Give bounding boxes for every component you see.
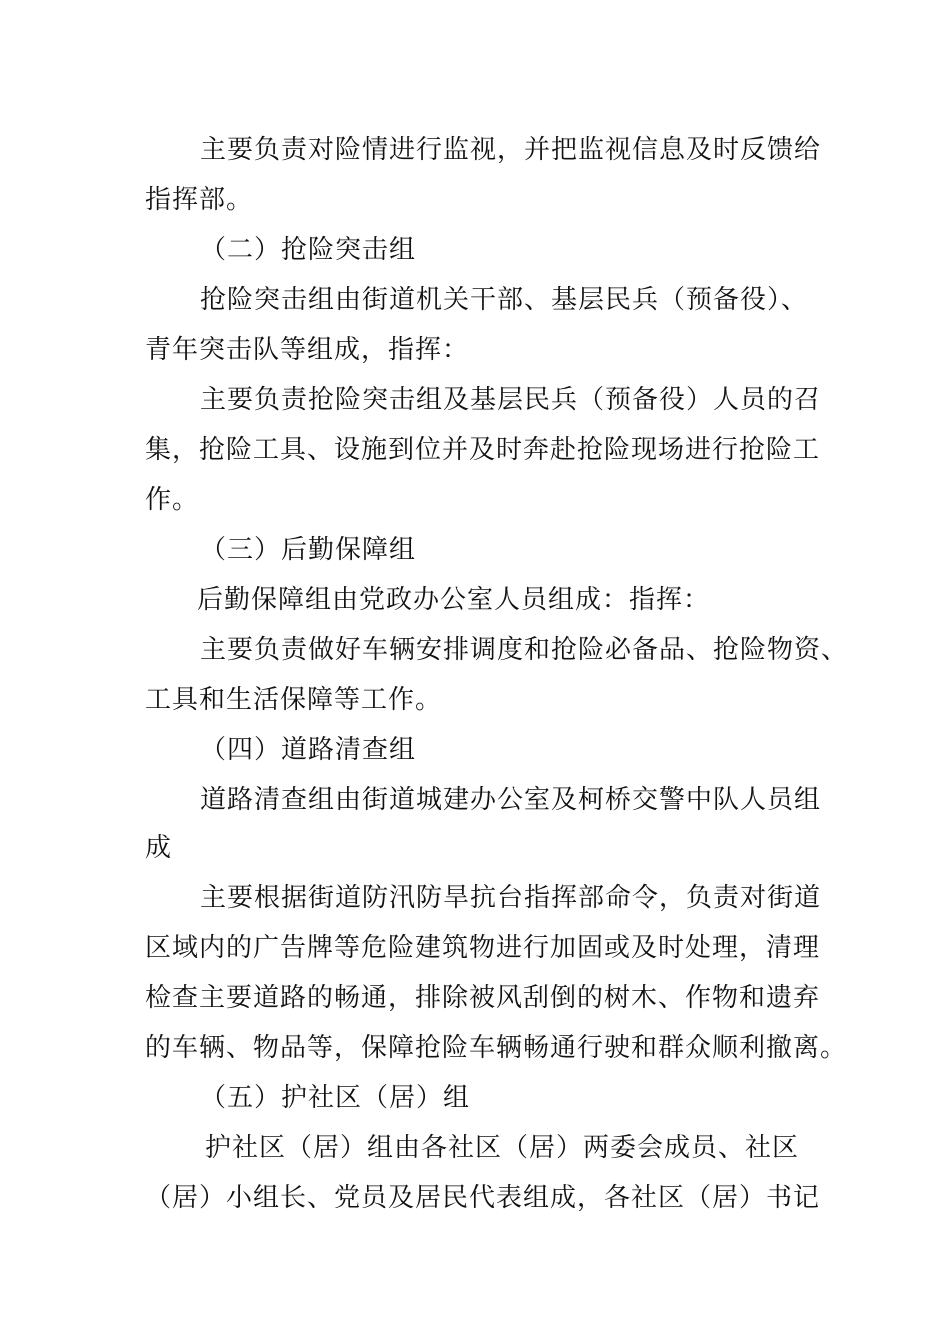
paragraph-line: 抢险突击组由街道机关干部、基层民兵（预备役）、 [200, 285, 809, 315]
paragraph-line: 主要负责抢险突击组及基层民兵（预备役）人员的召 [200, 385, 822, 415]
paragraph-line: （居）小组长、党员及居民代表组成，各社区（居）书记 [145, 1183, 821, 1213]
paragraph-line: 成 [145, 833, 173, 863]
paragraph-line: 作。 [145, 485, 200, 515]
paragraph-line: 主要负责对险情进行监视，并把监视信息及时反馈给 [200, 135, 822, 165]
section-heading: （二）抢险突击组 [200, 235, 417, 265]
paragraph-line: 主要根据街道防汛防旱抗台指挥部命令，负责对街道 [200, 883, 822, 913]
section-heading: （三）后勤保障组 [200, 535, 417, 565]
paragraph-line: 主要负责做好车辆安排调度和抢险必备品、抢险物资、 [200, 635, 849, 665]
paragraph-line: 工具和生活保障等工作。 [145, 685, 443, 715]
paragraph-line: 检查主要道路的畅通，排除被风刮倒的树木、作物和遗弃 [145, 983, 821, 1013]
paragraph-line: 区域内的广告牌等危险建筑物进行加固或及时处理，清理 [145, 933, 821, 963]
paragraph-line: 指挥部。 [145, 185, 254, 215]
paragraph-line: 道路清查组由街道城建办公室及柯桥交警中队人员组 [200, 785, 822, 815]
section-heading: （四）道路清查组 [200, 735, 417, 765]
paragraph-line: 集，抢险工具、设施到位并及时奔赴抢险现场进行抢险工 [145, 435, 821, 465]
paragraph-line: 的车辆、物品等，保障抢险车辆畅通行驶和群众顺利撤离。 [145, 1033, 848, 1063]
paragraph-line: 后勤保障组由党政办公室人员组成：指挥： [197, 585, 711, 615]
section-heading: （五）护社区（居）组 [200, 1083, 471, 1113]
paragraph-line: 青年突击队等组成，指挥： [145, 335, 470, 365]
paragraph-line: 护社区（居）组由各社区（居）两委会成员、社区 [205, 1133, 800, 1163]
